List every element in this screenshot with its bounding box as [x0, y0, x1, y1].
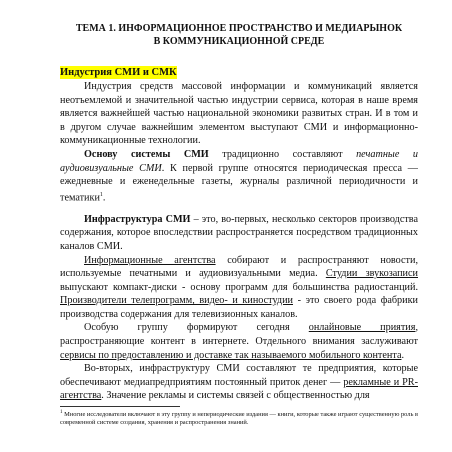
term-online-enterprises: онлайновые приятия [308, 322, 416, 334]
paragraph-3 [60, 213, 418, 254]
paragraph-2-text-2: . К первой группе относятся периодическая пресса — ежедневные и еженедельные газеты, журналы различной периодичности и тематики [60, 162, 418, 204]
page-title-line-1: ТЕМА 1. ИНФОРМАЦИОННОЕ ПРОСТРАНСТВО И МЕДИАРЫНОК [75, 23, 403, 34]
term-media-infrastructure: Инфраструктура СМИ [84, 213, 191, 225]
paragraph-4-text-3: - это своего рода фабрики производства содержания для телевизионных каналов. [60, 295, 418, 320]
paragraph-5 [60, 321, 418, 362]
footnote-mark: 1 [60, 410, 63, 415]
paragraph-5-text-2: , распространяющие контент в интернете. Отдельного внимания заслуживают [60, 322, 418, 348]
paragraph-6 [60, 362, 418, 403]
term-media-system: Основу системы СМИ [84, 148, 209, 160]
paragraph-4 [60, 254, 418, 322]
paragraph-5-text-1: Особую группу формируют сегодня [84, 322, 309, 334]
page-title [60, 22, 418, 48]
paragraph-2 [60, 148, 418, 205]
term-tv-producers: Производители телепрограмм, видео- и киностудии [60, 295, 293, 307]
paragraph-6-text-2: . Значение рекламы и системы связей с общественностью для [101, 390, 370, 402]
section-heading: Индустрия СМИ и СМК [60, 67, 177, 78]
footnote-reference[interactable]: 1 [99, 191, 103, 198]
paragraph-5-end: . [401, 349, 405, 361]
paragraph-1: Индустрия средств массовой информации и коммуникаций является неотъемлемой и значительной частью индустрии сервиса, которая в наше время является важнейшей частью национальной экономики развитых стран. И в том и в другом случае важнейшим элементом выступают СМИ и информационно-коммуникационные технологии. [60, 81, 418, 147]
paragraph-4-text-1: собирают и распространяют новости, используемые печатными и аудиовизуальными медиа. [60, 254, 418, 280]
footnote-separator [60, 406, 180, 407]
paragraph-2-end: . [102, 192, 106, 204]
term-news-agencies: Информационные агентства [84, 254, 216, 266]
paragraph-4-text-2: выпускают компакт-диски - основу программ для большинства радиостанций. [60, 281, 418, 293]
footnote-text: Многие исследователи включают в эту группу и непериодические издания — книги, которые также играют существенную роль в современной системе создания, хранения и распространения знаний. [60, 411, 418, 427]
footnote [60, 409, 418, 427]
paragraph-3-text: – это, во-первых, несколько секторов производства содержания, которое впоследствии распространяется посредством традиционных каналов СМИ. [60, 213, 418, 252]
term-mobile-content-services: сервисы по предоставлению и доставке так называемого мобильного контента [60, 349, 402, 361]
term-ad-pr-agencies: рекламные и PR-агентства [60, 376, 418, 402]
page-title-line-2: В КОММУНИКАЦИОННОЙ СРЕДЕ [153, 36, 325, 47]
paragraph-2-text: традиционно составляют [208, 148, 357, 160]
emphasis-print-av-media: печатные и аудиовизуальные СМИ [60, 148, 418, 174]
paragraph-6-text-1: Во-вторых, инфраструктуру СМИ составляют те предприятия, которые обеспечивают медиапредприятиям постоянный приток денег — [60, 363, 418, 388]
term-recording-studios: Студии звукозаписи [325, 268, 418, 280]
